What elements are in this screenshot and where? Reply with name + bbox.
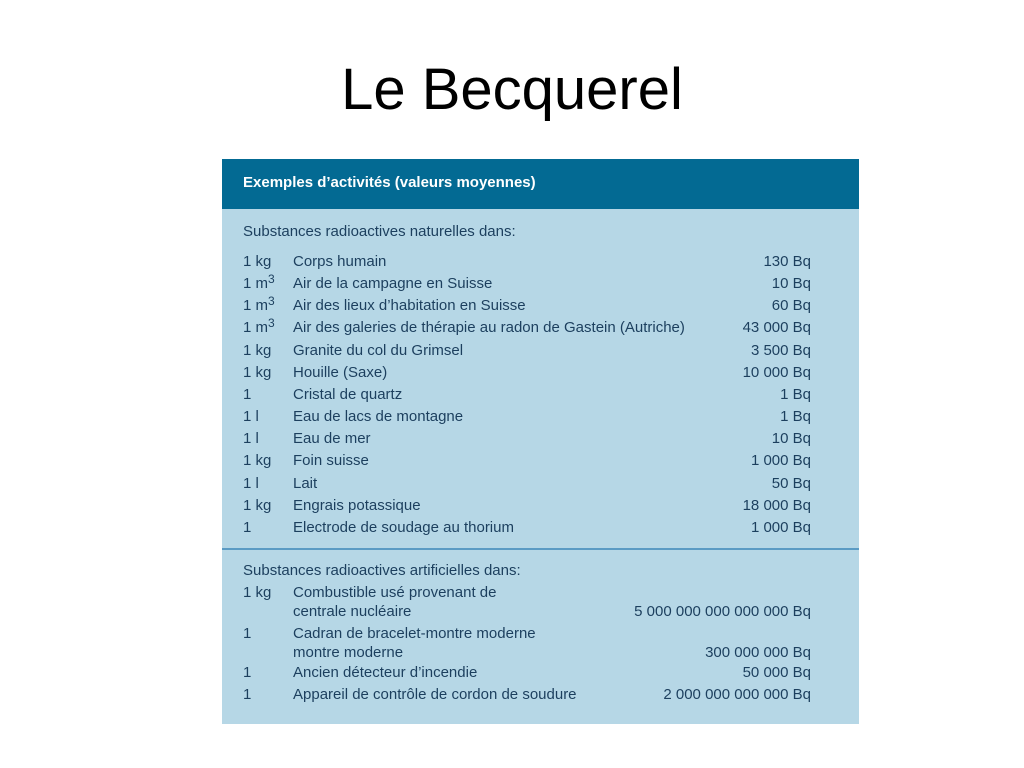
row-quantity: 1 kg: [243, 342, 272, 359]
row-description: Eau de mer: [293, 430, 371, 447]
row-quantity: 1: [243, 625, 252, 642]
row-value: 50 000 Bq: [742, 664, 811, 681]
row-quantity: 1 $m^3$: [243, 294, 275, 314]
table-row: [243, 251, 811, 273]
row-description: Air de la campagne en Suisse: [293, 275, 493, 292]
row-description: Granite du col du Grimsel: [293, 342, 464, 359]
table-row: [243, 273, 811, 295]
row-description-continued: montre moderne: [293, 644, 404, 661]
table-row: [243, 317, 811, 339]
row-quantity: 1 kg: [243, 253, 272, 270]
row-value: 1 000 Bq: [750, 519, 811, 536]
table-row: [243, 428, 811, 450]
row-value: 130 Bq: [763, 253, 811, 270]
row-quantity: 1 l: [243, 408, 259, 425]
row-quantity: 1 $m^3$: [243, 316, 275, 336]
row-description: Combustible usé provenant de: [293, 584, 497, 601]
table-row: [243, 295, 811, 317]
row-quantity: 1: [243, 519, 252, 536]
row-value: 5 000 000 000 000 000 Bq: [634, 603, 811, 620]
row-quantity: 1 kg: [243, 364, 272, 381]
row-description: Eau de lacs de montagne: [293, 408, 464, 425]
row-value: 50 Bq: [771, 475, 811, 492]
row-quantity: 1: [243, 386, 252, 403]
row-description: Electrode de soudage au thorium: [293, 519, 514, 536]
table-row: [243, 495, 811, 517]
row-quantity: 1 $m^3$: [243, 272, 275, 292]
row-value: 10 000 Bq: [742, 364, 811, 381]
table-row: [243, 473, 811, 495]
table-row: [243, 450, 811, 472]
row-description: Corps humain: [293, 253, 387, 270]
table-row: [243, 624, 811, 664]
row-description: Cadran de bracelet-montre moderne: [293, 625, 536, 642]
natural-section-title: Substances radioactives naturelles dans:: [243, 223, 516, 240]
row-quantity: 1 kg: [243, 584, 272, 601]
table-row: [243, 517, 811, 539]
row-description: Air des galeries de thérapie au radon de Gastein (Autriche): [293, 319, 685, 336]
row-value: 1 Bq: [780, 386, 811, 403]
row-value: 1 Bq: [780, 408, 811, 425]
row-quantity: 1 l: [243, 475, 259, 492]
row-description: Ancien détecteur d’incendie: [293, 664, 478, 681]
slide-title: Le Becquerel: [341, 57, 683, 122]
table-row: [243, 362, 811, 384]
row-quantity: 1 kg: [243, 452, 272, 469]
activity-table: [222, 159, 859, 724]
row-description: Appareil de contrôle de cordon de soudure: [293, 686, 577, 703]
table-header: Exemples d’activités (valeurs moyennes): [222, 159, 859, 209]
table-row: [243, 684, 811, 706]
row-description: Houille (Saxe): [293, 364, 388, 381]
row-description: Engrais potassique: [293, 497, 421, 514]
table-row: [243, 340, 811, 362]
row-quantity: 1: [243, 686, 252, 703]
row-quantity: 1: [243, 664, 252, 681]
artificial-section-title: Substances radioactives artificielles dans:: [243, 562, 521, 579]
table-row: [243, 406, 811, 428]
row-quantity: 1 l: [243, 430, 259, 447]
row-value: 18 000 Bq: [742, 497, 811, 514]
row-value: 43 000 Bq: [742, 319, 811, 336]
row-description: Foin suisse: [293, 452, 369, 469]
table-row: [243, 583, 811, 623]
table-row: [243, 384, 811, 406]
row-value: 2 000 000 000 000 Bq: [663, 686, 811, 703]
row-description: Cristal de quartz: [293, 386, 403, 403]
row-quantity: 1 kg: [243, 497, 272, 514]
row-description: Air des lieux d’habitation en Suisse: [293, 297, 526, 314]
row-value: 1 000 Bq: [750, 452, 811, 469]
row-value: 300 000 000 Bq: [705, 644, 811, 661]
row-value: 10 Bq: [771, 430, 811, 447]
section-divider: [222, 548, 859, 550]
table-row: [243, 662, 811, 684]
row-description-continued: centrale nucléaire: [293, 603, 412, 620]
row-description: Lait: [293, 475, 318, 492]
row-value: 60 Bq: [771, 297, 811, 314]
row-value: 3 500 Bq: [750, 342, 811, 359]
row-value: 10 Bq: [771, 275, 811, 292]
